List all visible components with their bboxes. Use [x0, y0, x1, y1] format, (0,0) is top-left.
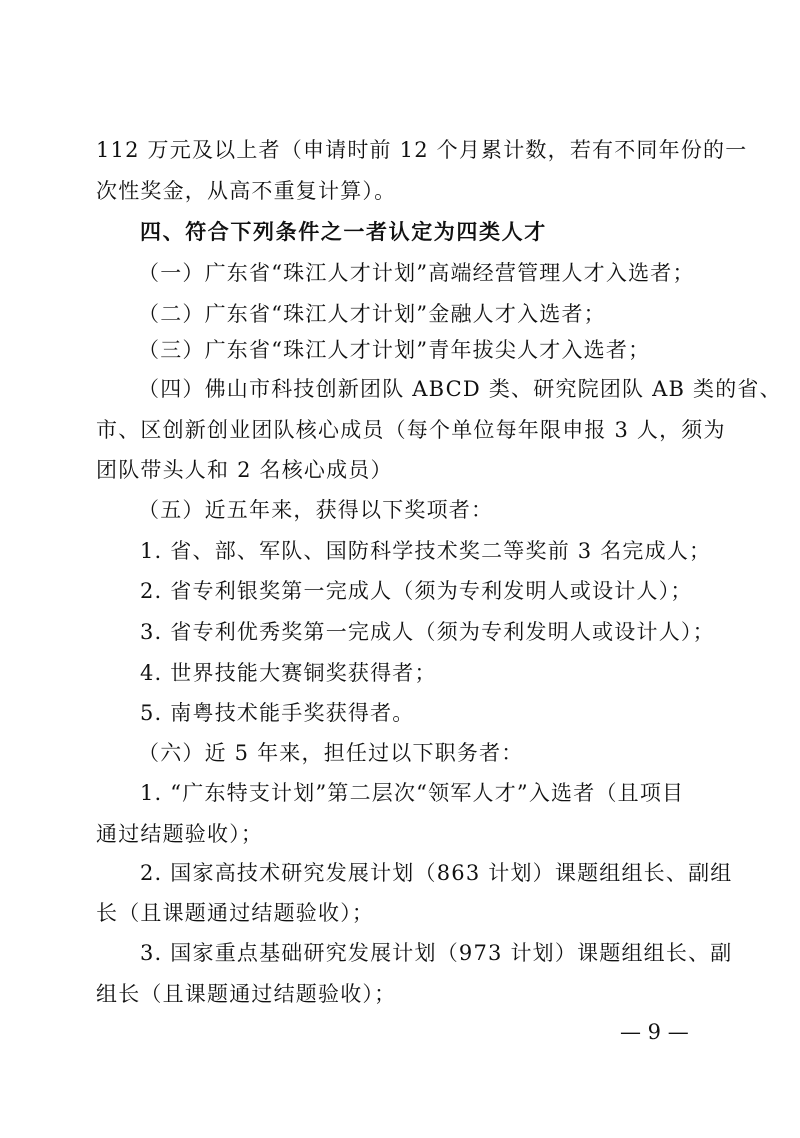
text-line: （六）近 5 年来，担任过以下职务者：	[138, 741, 524, 765]
text-line: （三）广东省“珠江人才计划”青年拔尖人才入选者；	[138, 338, 651, 362]
section-heading: 四、符合下列条件之一者认定为四类人才	[140, 220, 547, 244]
text-line: （四）佛山市科技创新团队 ABCD 类、研究院团队 AB 类的省、	[138, 377, 782, 401]
text-line: （二）广东省“珠江人才计划”金融人才入选者；	[138, 302, 606, 326]
list-item: 4. 世界技能大赛铜奖获得者；	[140, 661, 437, 685]
list-item: 2. 国家高技术研究发展计划（863 计划）课题组组长、副组	[140, 861, 733, 885]
text-line: 市、区创新创业团队核心成员（每个单位每年限申报 3 人，须为	[96, 418, 726, 442]
text-line: （一）广东省“珠江人才计划”高端经营管理人才入选者；	[138, 261, 695, 285]
page-number: — 9 —	[620, 1020, 689, 1044]
list-item: 2. 省专利银奖第一完成人（须为专利发明人或设计人）；	[140, 579, 693, 603]
list-item: 1. 省、部、军队、国防科学技术奖二等奖前 3 名完成人；	[140, 539, 712, 563]
list-item: 1. “广东特支计划”第二层次“领军人才”入选者（且项目	[140, 781, 685, 805]
list-item: 3. 国家重点基础研究发展计划（973 计划）课题组组长、副	[140, 941, 733, 965]
text-line: 团队带头人和 2 名核心成员）	[96, 458, 393, 482]
text-line: 长（且课题通过结题验收）；	[96, 901, 375, 925]
list-item: 5. 南粤技术能手奖获得者。	[140, 701, 415, 725]
text-line: 组长（且课题通过结题验收）；	[96, 982, 397, 1006]
text-line: 通过结题验收）；	[96, 822, 264, 846]
text-line: 112 万元及以上者（申请时前 12 个月累计数，若有不同年份的一	[96, 138, 748, 162]
text-line: （五）近五年来，获得以下奖项者：	[138, 498, 494, 522]
list-item: 3. 省专利优秀奖第一完成人（须为专利发明人或设计人）；	[140, 620, 715, 644]
text-line: 次性奖金，从高不重复计算）。	[96, 179, 397, 203]
